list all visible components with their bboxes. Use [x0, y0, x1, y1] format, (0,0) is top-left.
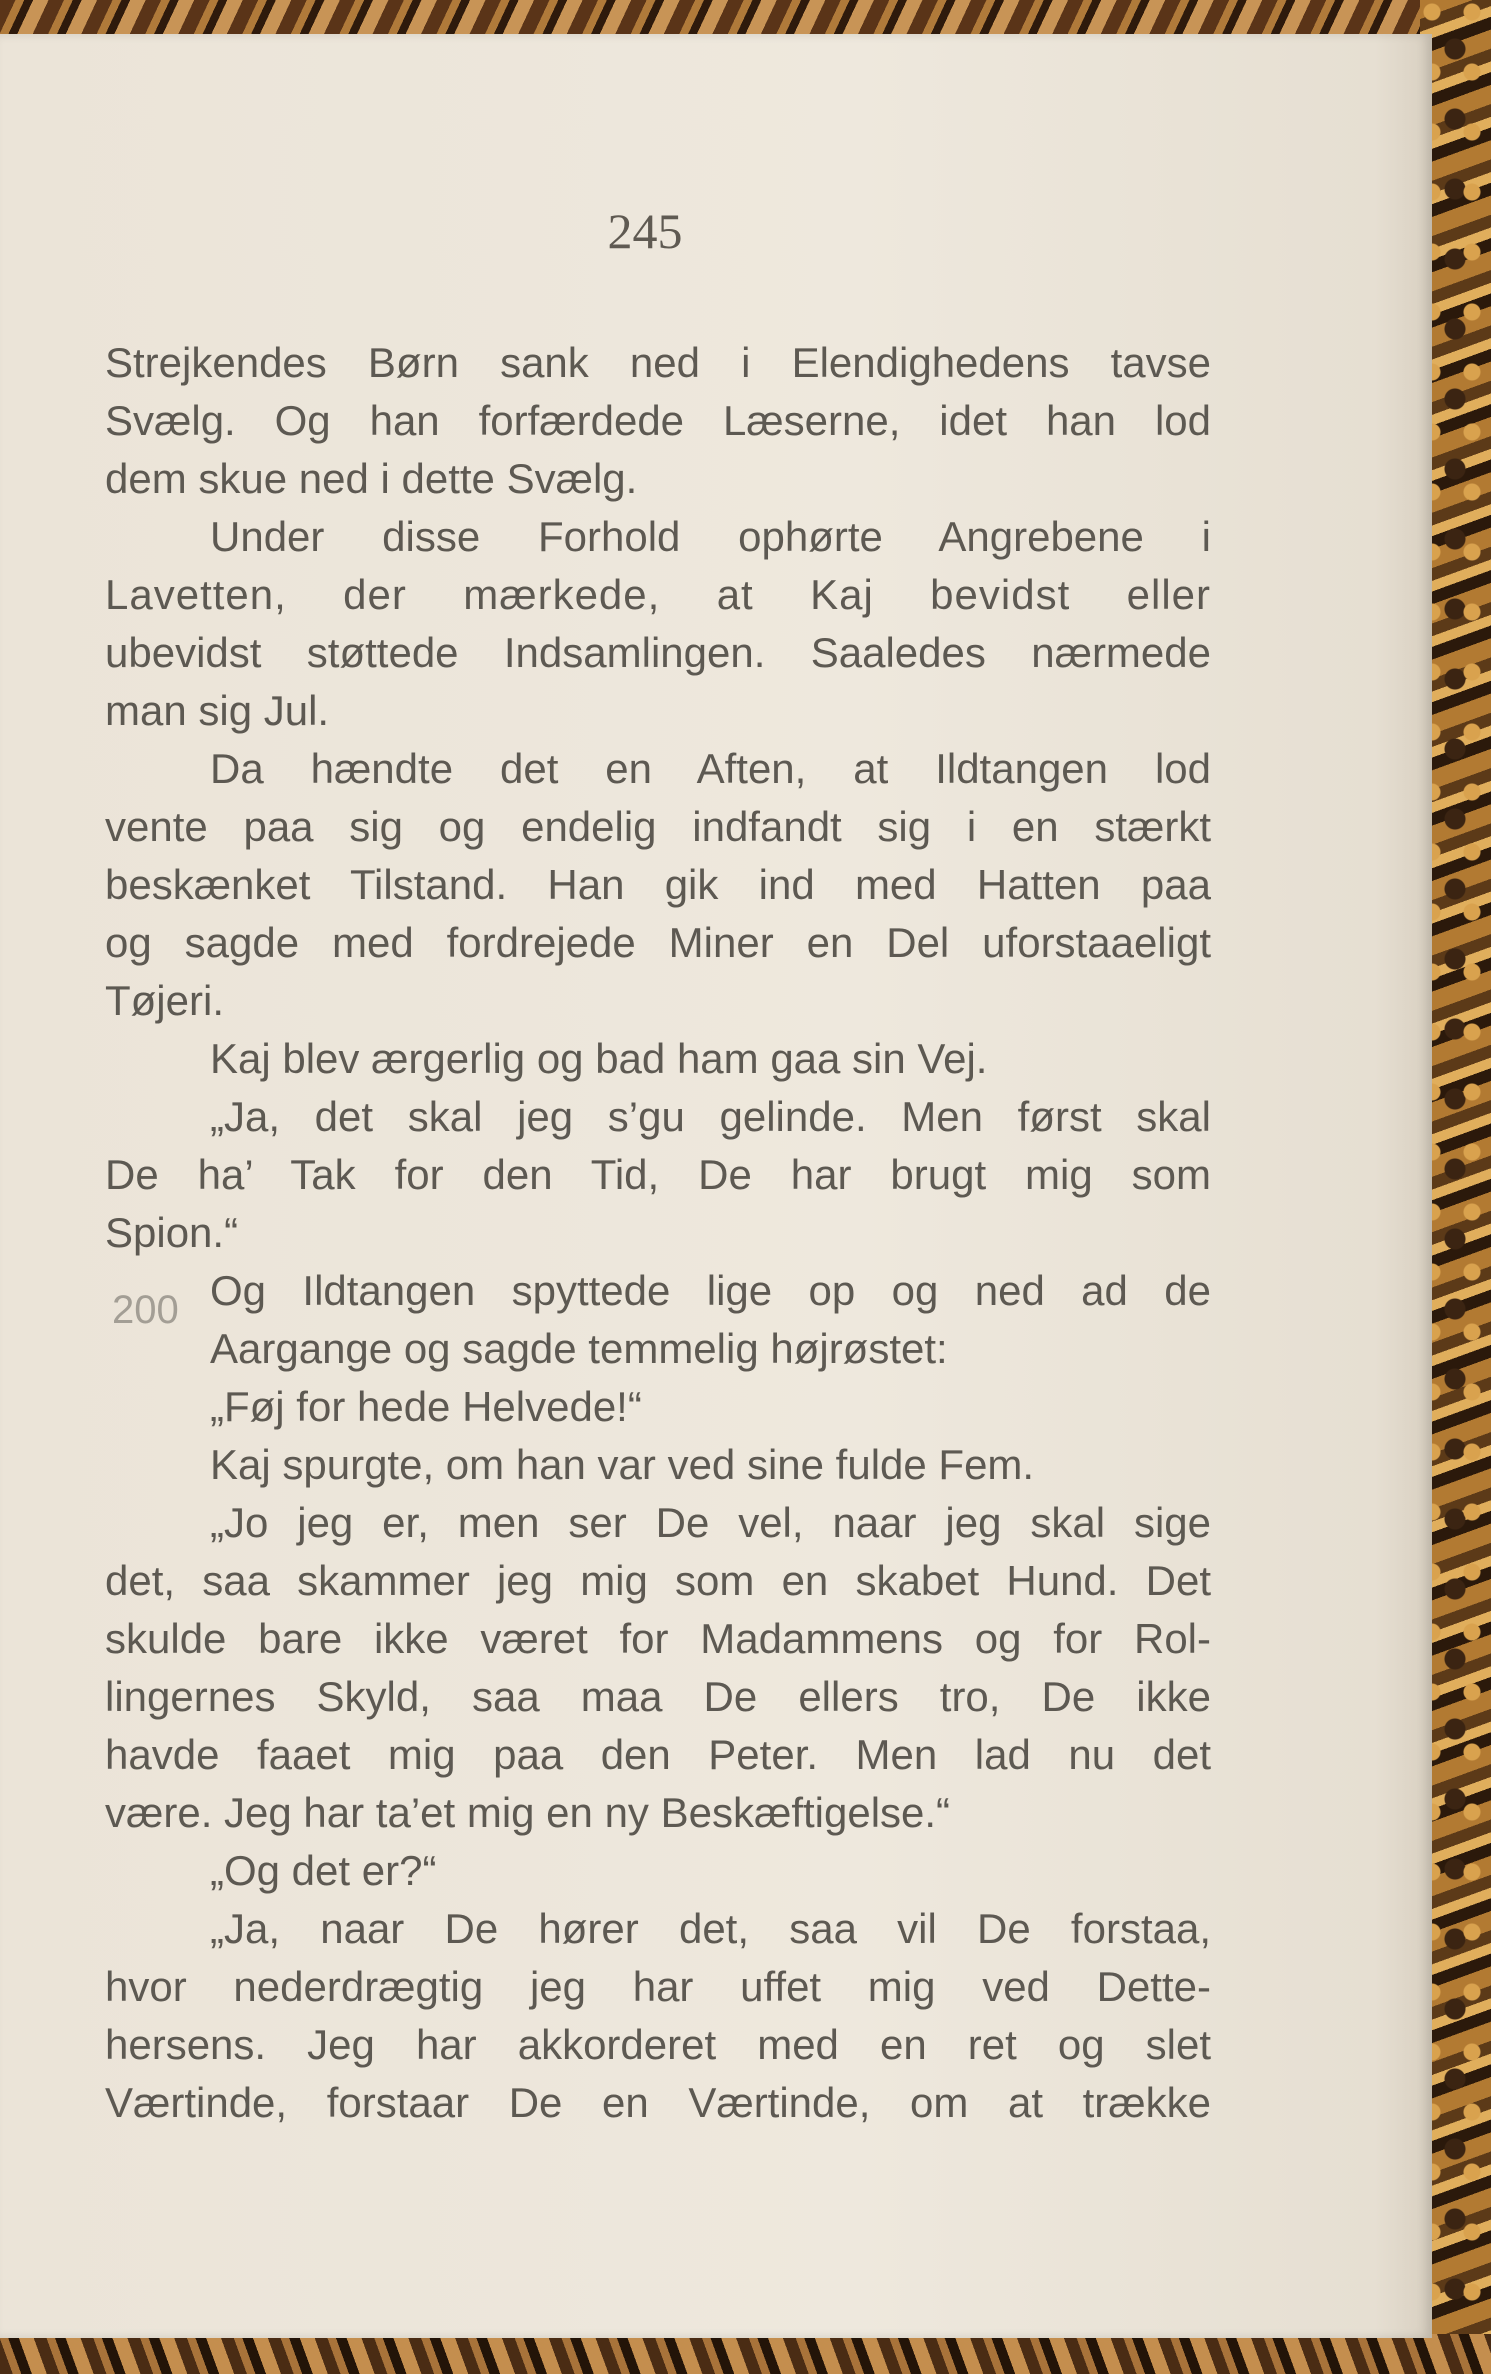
body-text — [105, 334, 1211, 2132]
text-line: dem skue ned i dette Svælg. — [105, 455, 638, 502]
text-line: Da hændte det en Aften, at Ildtangen lod — [210, 745, 1211, 792]
text-line: Aargange og sagde temmelig højrøstet: — [210, 1325, 948, 1372]
text-line: man sig Jul. — [105, 687, 330, 734]
text-line: Tøjeri. — [105, 977, 224, 1024]
text-line: „Jo jeg er, men ser De vel, naar jeg skal sige — [210, 1499, 1211, 1546]
text-line: Strejkendes Børn sank ned i Elendighedens tavse — [105, 339, 1211, 386]
text-line: „Og det er?“ — [210, 1847, 437, 1894]
text-line: hersens. Jeg har akkorderet med en ret og slet — [105, 2021, 1211, 2068]
marbled-edge-bottom — [0, 2334, 1491, 2374]
margin-note: 200 — [112, 1288, 179, 1332]
text-line: „Ja, det skal jeg s’gu gelinde. Men først skal — [210, 1093, 1211, 1140]
text-line: havde faaet mig paa den Peter. Men lad nu det — [105, 1731, 1211, 1778]
text-line: det, saa skammer jeg mig som en skabet Hund. Det — [105, 1557, 1211, 1604]
text-line: De ha’ Tak for den Tid, De har brugt mig som — [105, 1151, 1211, 1198]
text-line: „Føj for hede Helvede!“ — [210, 1383, 642, 1430]
text-line: Spion.“ — [105, 1209, 239, 1256]
text-line: lingernes Skyld, saa maa De ellers tro, De ikke — [105, 1673, 1211, 1720]
text-line: Svælg. Og han forfærdede Læserne, idet han lod — [105, 397, 1211, 444]
text-line: Og Ildtangen spyttede lige op og ned ad de — [210, 1267, 1211, 1314]
text-line: Værtinde, forstaar De en Værtinde, om at trække — [105, 2079, 1211, 2126]
text-line: „Ja, naar De hører det, saa vil De forstaa, — [210, 1905, 1211, 1952]
text-line: vente paa sig og endelig indfandt sig i en stærkt — [105, 803, 1211, 850]
text-line: Kaj blev ærgerlig og bad ham gaa sin Vej. — [210, 1035, 988, 1082]
text-line: skulde bare ikke været for Madammens og for Rol- — [105, 1615, 1211, 1662]
text-line: Under disse Forhold ophørte Angrebene i — [210, 513, 1211, 560]
text-line: beskænket Tilstand. Han gik ind med Hatten paa — [105, 861, 1211, 908]
page-number: 245 — [607, 203, 683, 259]
text-line: og sagde med fordrejede Miner en Del uforstaaeligt — [105, 919, 1211, 966]
text-line: hvor nederdrægtig jeg har uffet mig ved Dette- — [105, 1963, 1211, 2010]
text-line: være. Jeg har ta’et mig en ny Beskæftigelse.“ — [105, 1789, 951, 1836]
text-line: Kaj spurgte, om han var ved sine fulde Fem. — [210, 1441, 1035, 1488]
book-page — [0, 34, 1432, 2338]
text-line: Lavetten, der mærkede, at Kaj bevidst eller — [105, 571, 1211, 618]
text-line: ubevidst støttede Indsamlingen. Saaledes nærmede — [105, 629, 1211, 676]
